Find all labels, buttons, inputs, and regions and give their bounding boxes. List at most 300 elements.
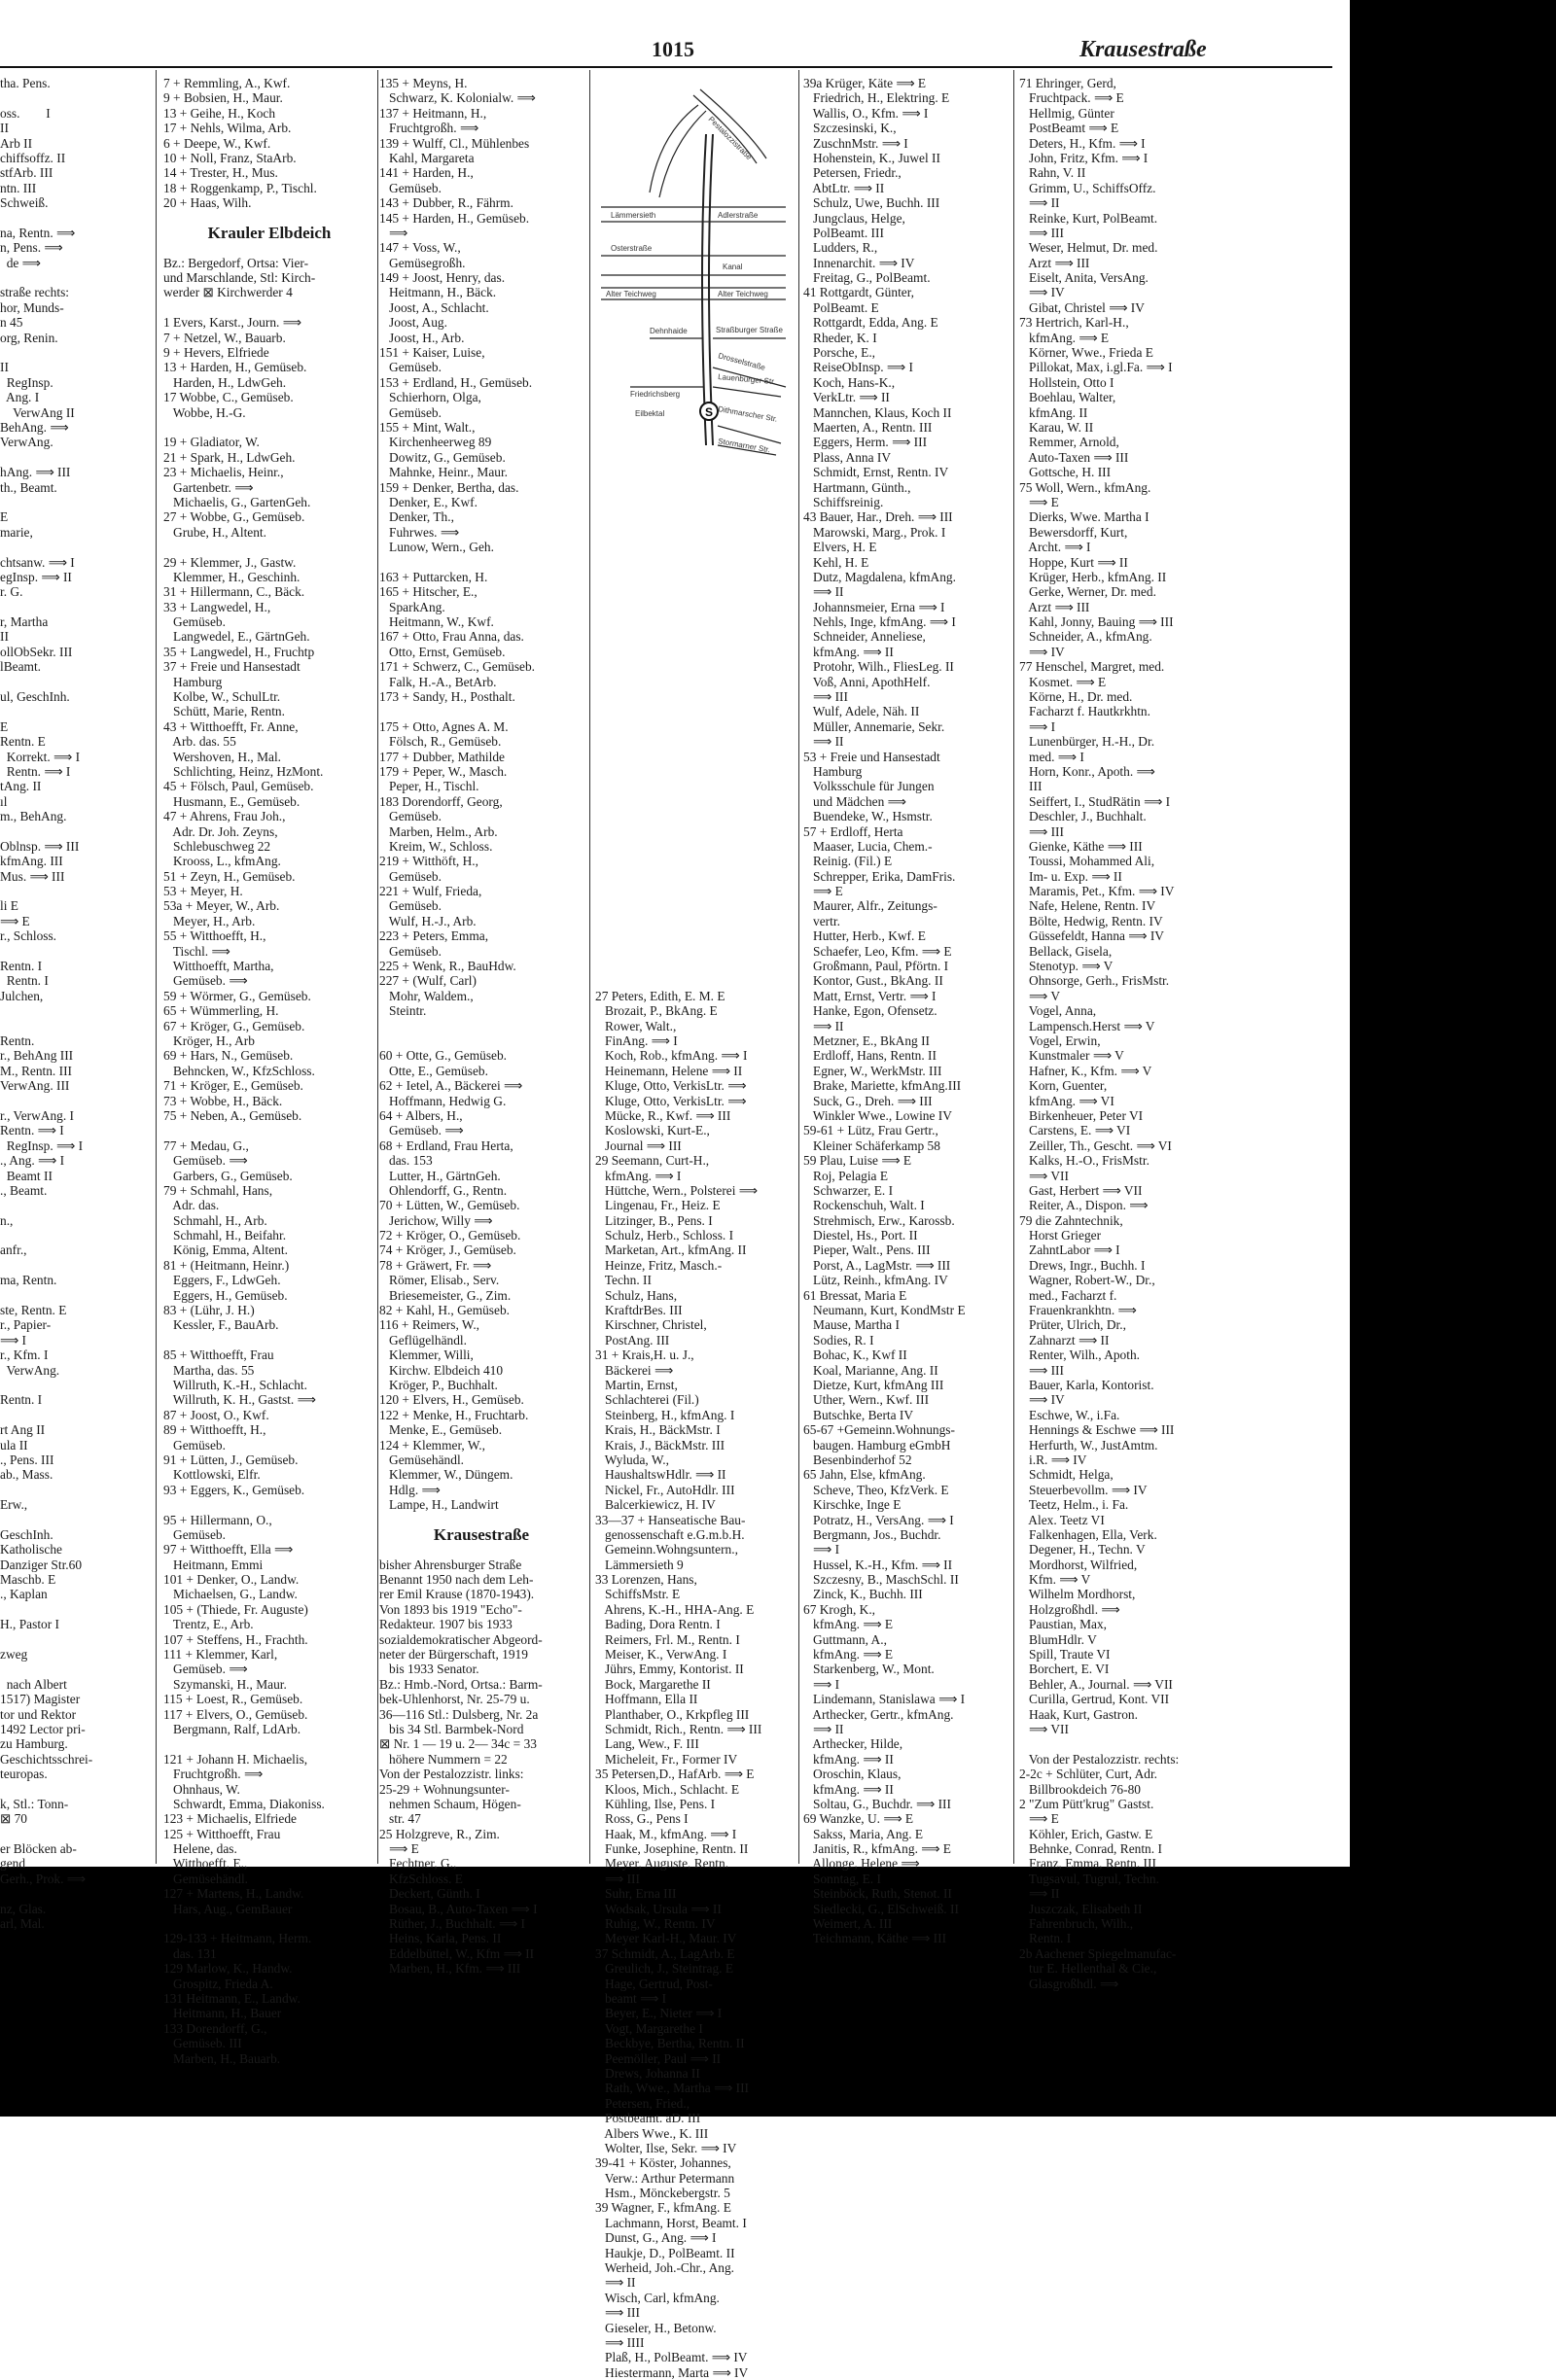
- directory-line: er Blöcken ab-: [0, 1841, 77, 1857]
- directory-line: Rower, Walt.,: [595, 1018, 677, 1033]
- directory-line: Koslowski, Kurt-E.,: [595, 1123, 710, 1138]
- directory-line: Klemmer, H., Geschinh.: [163, 569, 301, 584]
- directory-line: 2b Aachener Spiegelmanufac-: [1019, 1945, 1177, 1961]
- directory-line: VerwAng. III: [0, 1078, 70, 1094]
- directory-line: Renter, Wilh., Apoth.: [1019, 1348, 1141, 1363]
- directory-line: zu Hamburg.: [0, 1736, 68, 1752]
- directory-line: [0, 540, 146, 554]
- directory-line: Gemüseb. ⟹: [379, 1123, 464, 1138]
- directory-line: Gemüseb.: [379, 898, 442, 914]
- directory-line: Heins, Karla, Pens. II: [379, 1931, 502, 1946]
- directory-line: Frauenkrankhtn. ⟹: [1019, 1303, 1137, 1318]
- directory-line: Fölsch, R., Gemüseb.: [379, 734, 502, 750]
- directory-line: ⟹ IV: [1019, 644, 1065, 659]
- directory-line: Gemüseb.: [163, 614, 226, 630]
- directory-line: H., Pastor I: [0, 1617, 59, 1632]
- directory-line: 91 + Lütten, J., Gemüseb.: [163, 1452, 299, 1467]
- directory-line: Rahn, V. II: [1019, 165, 1086, 181]
- directory-line: 29 + Klemmer, J., Gastw.: [163, 554, 297, 570]
- directory-line: Schulz, Hans,: [595, 1287, 678, 1303]
- directory-line: Grimm, U., SchiffsOffz.: [1019, 180, 1156, 195]
- directory-line: rer Emil Krause (1870-1943).: [379, 1587, 535, 1602]
- svg-text:Friedrichsberg: Friedrichsberg: [630, 390, 681, 399]
- directory-line: Kessler, F., BauArb.: [163, 1317, 279, 1333]
- directory-line: Haak, Kurt, Gastron.: [1019, 1706, 1138, 1722]
- directory-line: Pillokat, Max, i.gl.Fa. ⟹ I: [1019, 360, 1173, 375]
- directory-line: tAng. II: [0, 779, 42, 794]
- directory-line: VerwAng.: [0, 435, 53, 450]
- column-0: [0, 76, 146, 1931]
- directory-line: 57 + Erdloff, Herta: [803, 823, 903, 839]
- directory-line: [0, 1198, 146, 1212]
- directory-line: chtsanw. ⟹ I: [0, 554, 75, 570]
- directory-line: 167 + Otto, Frau Anna, das.: [379, 629, 524, 645]
- directory-line: Kloos, Mich., Schlacht. E: [595, 1781, 740, 1797]
- directory-line: Albers Wwe., K. III: [595, 2125, 709, 2141]
- directory-line: lBeamt.: [0, 659, 42, 675]
- directory-line: Wyluda, W.,: [595, 1452, 669, 1467]
- directory-line: Hamburg: [803, 763, 863, 779]
- directory-line: Hollstein, Otto I: [1019, 374, 1114, 390]
- column-divider: [798, 70, 799, 1864]
- directory-line: Roj, Pelagia E: [803, 1168, 889, 1183]
- directory-line: 71 Ehringer, Gerd,: [1019, 76, 1116, 90]
- directory-line: Oblnsp. ⟹ III: [0, 838, 80, 854]
- directory-line: Borchert, E. VI: [1019, 1662, 1110, 1677]
- directory-line: 43 Bauer, Har., Dreh. ⟹ III: [803, 509, 953, 525]
- directory-line: [379, 704, 584, 718]
- directory-line: Zeiller, Th., Gescht. ⟹ VI: [1019, 1138, 1172, 1153]
- directory-line: 43 + Witthoefft, Fr. Anne,: [163, 718, 299, 734]
- directory-line: Facharzt f. Hautkrkhtn.: [1019, 704, 1150, 719]
- directory-line: Reinig. (Fil.) E: [803, 854, 893, 869]
- directory-line: [0, 1483, 146, 1497]
- directory-line: Steuerbevollm. ⟹ IV: [1019, 1482, 1148, 1497]
- directory-line: [595, 928, 795, 943]
- directory-line: VerwAng.: [0, 1362, 60, 1378]
- directory-line: Hussel, K.-H., Kfm. ⟹ II: [803, 1557, 953, 1572]
- directory-line: 1492 Lector pri-: [0, 1721, 86, 1736]
- directory-line: Rentn. I: [0, 1392, 43, 1408]
- directory-line: Lunow, Wern., Geh.: [379, 540, 494, 555]
- directory-line: 75 + Neben, A., Gemüseb.: [163, 1107, 302, 1123]
- directory-line: Heinemann, Helene ⟹ II: [595, 1063, 743, 1078]
- column-5: [1019, 76, 1228, 1991]
- directory-line: Drews, Johanna II: [595, 2065, 700, 2081]
- directory-line: Langwedel, E., GärtnGeh.: [163, 629, 310, 645]
- directory-line: Gemüseb. III: [163, 2036, 242, 2051]
- directory-line: Diestel, Hs., Port. II: [803, 1228, 918, 1243]
- directory-line: Hoffmann, Ella II: [595, 1692, 698, 1707]
- directory-line: Elvers, H. E: [803, 540, 877, 555]
- directory-line: ⟹ II: [803, 1721, 844, 1736]
- directory-line: Tugsavul, Tugrul, Techn.: [1019, 1871, 1159, 1886]
- directory-line: Müller, Annemarie, Sekr.: [803, 718, 945, 734]
- directory-line: Rottgardt, Edda, Ang. E: [803, 315, 938, 331]
- directory-line: de ⟹: [0, 255, 41, 270]
- directory-line: 111 + Klemmer, Karl,: [163, 1647, 278, 1662]
- directory-line: Koal, Marianne, Ang. II: [803, 1362, 938, 1378]
- directory-line: Grospitz, Frieda A.: [163, 1976, 273, 1991]
- directory-line: [0, 1003, 146, 1018]
- directory-line: Rentn. ⟹ I: [0, 1123, 64, 1138]
- directory-line: Gemüseb.: [379, 943, 442, 959]
- page-margin-right: [1332, 0, 1350, 1867]
- directory-line: 120 + Elvers, H., Gemüseb.: [379, 1392, 524, 1408]
- directory-line: ab., Mass.: [0, 1467, 53, 1483]
- directory-line: Willruth, K.-H., Schlacht.: [163, 1377, 307, 1392]
- directory-line: VerwAng II: [0, 404, 75, 420]
- directory-line: kfmAng. ⟹ II: [803, 1781, 894, 1797]
- directory-line: Erw.,: [0, 1497, 28, 1513]
- directory-line: 10 + Noll, Franz, StaArb.: [163, 150, 297, 165]
- directory-line: Scheve, Theo, KfzVerk. E: [803, 1482, 949, 1497]
- directory-line: Arb II: [0, 135, 33, 151]
- directory-line: 17 Wobbe, C., Gemüseb.: [163, 390, 294, 405]
- directory-line: kfmAng. ⟹ E: [803, 1617, 894, 1632]
- directory-line: Beamt II: [0, 1168, 53, 1183]
- directory-line: Krais, H., BäckMstr. I: [595, 1422, 721, 1438]
- directory-line: [0, 1378, 146, 1392]
- directory-line: Soltau, G., Buchdr. ⟹ III: [803, 1796, 951, 1811]
- directory-line: ., Beamt.: [0, 1182, 48, 1198]
- directory-line: Trentz, E., Arb.: [163, 1617, 254, 1632]
- directory-line: Egner, W., WerkMstr. III: [803, 1063, 942, 1078]
- directory-line: n 45: [0, 315, 23, 331]
- directory-line: Maaser, Lucia, Chem.-: [803, 838, 933, 854]
- directory-line: 77 Henschel, Margret, med.: [1019, 659, 1165, 675]
- directory-line: Beyer, E., Nieter ⟹ I: [595, 2006, 723, 2021]
- directory-line: Deckert, Günth. I: [379, 1886, 480, 1902]
- directory-line: Wagner, Robert-W., Dr.,: [1019, 1273, 1155, 1288]
- directory-line: II: [0, 629, 9, 645]
- directory-line: Ang. I: [0, 390, 40, 405]
- directory-line: [163, 1333, 375, 1348]
- directory-line: Lampe, H., Landwirt: [379, 1497, 499, 1513]
- directory-line: Hüttche, Wern., Polsterei ⟹: [595, 1182, 758, 1198]
- directory-line: Matt, Ernst, Vertr. ⟹ I: [803, 988, 937, 1003]
- directory-line: Korrekt. ⟹ I: [0, 749, 81, 764]
- directory-line: Meyer, Auguste, Rentn.: [595, 1856, 729, 1872]
- directory-line: Briesemeister, G., Zim.: [379, 1287, 512, 1303]
- directory-line: [595, 973, 795, 988]
- directory-line: 71 + Kröger, E., Gemüseb.: [163, 1078, 303, 1094]
- directory-line: Michaelsen, G., Landw.: [163, 1587, 298, 1602]
- directory-line: 27 + Wobbe, G., Gemüseb.: [163, 509, 305, 525]
- column-2: [379, 76, 584, 1977]
- directory-line: Schwarz, K. Kolonialw. ⟹: [379, 90, 536, 106]
- directory-line: RegInsp. ⟹ I: [0, 1138, 84, 1153]
- directory-line: Danziger Str.60: [0, 1557, 83, 1572]
- directory-line: kfmAng. ⟹ II: [803, 1751, 894, 1767]
- svg-text:Stormarner Str.: Stormarner Str.: [717, 437, 771, 455]
- directory-line: 53a + Meyer, W., Arb.: [163, 898, 280, 914]
- directory-line: Rentn.: [0, 1033, 35, 1048]
- directory-line: [163, 1123, 375, 1138]
- directory-line: Winkler Wwe., Lowine IV: [803, 1107, 952, 1123]
- directory-line: 59 + Wörmer, G., Gemüseb.: [163, 988, 311, 1003]
- directory-line: Gemeinn.Wohngsuntern.,: [595, 1542, 738, 1558]
- directory-line: Fuhrwes. ⟹: [379, 524, 460, 540]
- directory-line: [595, 689, 795, 704]
- directory-line: 55 + Witthoefft, H.,: [163, 928, 266, 944]
- directory-line: Wobbe, H.-G.: [163, 404, 246, 420]
- directory-line: 183 Dorendorff, Georg,: [379, 793, 503, 809]
- directory-line: Krais, J., BäckMstr. III: [595, 1437, 725, 1452]
- directory-line: Beckbye, Bertha, Rentn. II: [595, 2036, 745, 2051]
- svg-text:Lauenburger Str.: Lauenburger Str.: [717, 372, 776, 387]
- directory-line: [0, 1288, 146, 1303]
- directory-line: ⟹ III: [1019, 1362, 1064, 1378]
- directory-line: Ahrens, K.-H., HHA-Ang. E: [595, 1601, 755, 1617]
- directory-line: Rentn. I: [1019, 1931, 1072, 1946]
- directory-line: Marben, H., Bauarb.: [163, 2050, 281, 2066]
- directory-line: PolBeamt. III: [803, 225, 884, 240]
- directory-line: Sonntag, E. I: [803, 1871, 881, 1886]
- directory-line: Hafner, K., Kfm. ⟹ V: [1019, 1063, 1152, 1078]
- directory-line: ⟹ III: [1019, 225, 1064, 240]
- directory-line: Drews, Ingr., Buchh. I: [1019, 1257, 1146, 1273]
- directory-line: [595, 495, 795, 509]
- directory-line: [595, 465, 795, 479]
- directory-line: III: [1019, 779, 1043, 794]
- directory-line: tor und Rektor: [0, 1706, 77, 1722]
- directory-line: 53 + Meyer, H.: [163, 884, 243, 899]
- column-divider: [589, 70, 590, 1864]
- directory-line: Koch, Hans-K.,: [803, 374, 896, 390]
- directory-line: Heitmann, H., Bauer: [163, 2006, 282, 2021]
- directory-line: Helene, das.: [163, 1841, 237, 1857]
- directory-line: Sodies, R. I: [803, 1332, 874, 1348]
- directory-line: Schwardt, Emma, Diakoniss.: [163, 1796, 325, 1811]
- directory-line: [595, 645, 795, 659]
- directory-line: ⟹ II: [1019, 195, 1060, 211]
- directory-line: Szczesny, B., MaschSchl. II: [803, 1572, 959, 1588]
- directory-line: 59 Plau, Luise ⟹ E: [803, 1153, 912, 1169]
- directory-line: 7 + Remmling, A., Kwf.: [163, 76, 291, 90]
- directory-line: Köhler, Erich, Gastw. E: [1019, 1826, 1153, 1841]
- directory-line: Bock, Margarethe II: [595, 1676, 711, 1692]
- directory-line: gend: [0, 1856, 26, 1872]
- directory-line: Hellmig, Günter: [1019, 105, 1114, 121]
- directory-line: [595, 854, 795, 868]
- directory-line: Gottsche, H. III: [1019, 465, 1112, 480]
- directory-line: 68 + Erdland, Frau Herta,: [379, 1138, 513, 1153]
- directory-line: Gienke, Käthe ⟹ III: [1019, 838, 1143, 854]
- directory-line: ⟹ II: [803, 584, 844, 600]
- directory-line: th., Beamt.: [0, 479, 57, 495]
- directory-line: Gieseler, H., Betonw.: [595, 2320, 717, 2335]
- directory-line: ⟹ E: [0, 913, 30, 928]
- directory-line: Körner, Wwe., Frieda E: [1019, 345, 1153, 361]
- directory-line: [163, 540, 375, 554]
- directory-line: Arzt ⟹ III: [1019, 255, 1090, 270]
- directory-line: chiffsoffz. II: [0, 150, 66, 165]
- directory-line: Uther, Wern., Kwf. III: [803, 1392, 930, 1408]
- directory-line: Krüger, Herb., kfmAng. II: [1019, 569, 1167, 584]
- directory-line: Lütz, Reinh., kfmAng. IV: [803, 1273, 948, 1288]
- directory-line: 9 + Hevers, Elfriede: [163, 345, 269, 361]
- directory-line: ollObSekr. III: [0, 644, 73, 659]
- directory-line: ⊠ 70: [0, 1811, 27, 1827]
- directory-line: [595, 525, 795, 540]
- directory-line: Nafe, Helene, Rentn. IV: [1019, 898, 1156, 914]
- directory-line: Glasgroßhdl. ⟹: [1019, 1976, 1119, 1991]
- directory-line: 153 + Erdland, H., Gemüseb.: [379, 374, 533, 390]
- directory-line: [379, 555, 584, 570]
- directory-line: Boehlau, Walter,: [1019, 390, 1116, 405]
- directory-line: Kirchw. Elbdeich 410: [379, 1362, 504, 1378]
- directory-line: Szymanski, H., Maur.: [163, 1676, 287, 1692]
- directory-line: [0, 600, 146, 614]
- directory-line: ⟹ E: [1019, 494, 1059, 509]
- directory-line: Wulf, H.-J., Arb.: [379, 913, 477, 928]
- directory-line: [595, 570, 795, 584]
- directory-line: kfmAng. ⟹ VI: [1019, 1093, 1114, 1108]
- directory-line: 143 + Dubber, R., Fährm.: [379, 195, 513, 211]
- directory-line: 51 + Zeyn, H., Gemüseb.: [163, 868, 296, 884]
- directory-line: Schwarzer, E. I: [803, 1182, 894, 1198]
- directory-line: Wallis, O., Kfm. ⟹ I: [803, 105, 929, 121]
- svg-text:Dithmarscher Str.: Dithmarscher Str.: [717, 404, 779, 424]
- directory-line: Lindemann, Stanislawa ⟹ I: [803, 1692, 966, 1707]
- directory-line: n, Pens. ⟹: [0, 240, 63, 256]
- directory-line: neter der Bürgerschaft, 1919: [379, 1647, 528, 1662]
- directory-line: [595, 944, 795, 959]
- directory-line: ıl: [0, 793, 8, 809]
- directory-line: und Mädchen ⟹: [803, 793, 906, 809]
- directory-line: Billbrookdeich 76-80: [1019, 1781, 1141, 1797]
- directory-line: Lachmann, Horst, Beamt. I: [595, 2215, 747, 2230]
- directory-line: Neumann, Kurt, KondMstr E: [803, 1303, 966, 1318]
- directory-line: Schmahl, H., Arb.: [163, 1212, 267, 1228]
- directory-line: ma, Rentn.: [0, 1273, 57, 1288]
- directory-line: Janitis, R., kfmAng. ⟹ E: [803, 1841, 951, 1857]
- directory-line: Vogel, Anna,: [1019, 1003, 1097, 1019]
- directory-line: Koch, Rob., kfmAng. ⟹ I: [595, 1048, 748, 1064]
- directory-line: Gerke, Werner, Dr. med.: [1019, 584, 1156, 600]
- column-4: [803, 76, 1009, 1946]
- directory-line: 163 + Puttarcken, H.: [379, 569, 488, 584]
- directory-line: Redakteur. 1907 bis 1933: [379, 1617, 513, 1632]
- directory-line: 33 + Langwedel, H.,: [163, 599, 271, 614]
- directory-line: teuropas.: [0, 1767, 48, 1782]
- directory-line: r. G.: [0, 584, 23, 600]
- directory-line: oss. I: [0, 105, 51, 121]
- directory-line: 75 Woll, Wern., kfmAng.: [1019, 479, 1151, 495]
- directory-line: 65 + Wümmerling, H.: [163, 1003, 279, 1019]
- directory-line: Metzner, E., BkAng II: [803, 1033, 930, 1048]
- directory-line: Kontor, Gust., BkAng. II: [803, 973, 943, 989]
- directory-line: ⟹ III: [595, 2305, 640, 2321]
- running-head-street: Krausestraße: [1079, 37, 1207, 62]
- directory-line: Fechtner, G.,: [379, 1856, 457, 1872]
- directory-line: Denker, E., Kwf.: [379, 494, 477, 509]
- directory-line: med. ⟹ I: [1019, 749, 1084, 764]
- directory-line: ⟹: [379, 225, 408, 240]
- directory-line: 165 + Hitscher, E.,: [379, 584, 477, 600]
- svg-text:Straßburger Straße: Straßburger Straße: [716, 326, 783, 334]
- directory-line: [0, 704, 146, 718]
- directory-line: 37 + Freie und Hansestadt: [163, 659, 301, 675]
- directory-line: 179 + Peper, W., Masch.: [379, 763, 508, 779]
- directory-line: [595, 555, 795, 570]
- directory-line: Bölte, Hedwig, Rentn. IV: [1019, 913, 1163, 928]
- directory-line: 117 + Elvers, O., Gemüseb.: [163, 1706, 308, 1722]
- directory-line: r., VerwAng. I: [0, 1107, 74, 1123]
- directory-line: Horst Grieger: [1019, 1228, 1102, 1243]
- directory-line: ⟹ I: [803, 1676, 840, 1692]
- directory-line: Kirschke, Inge E: [803, 1497, 902, 1513]
- directory-line: 47 + Ahrens, Frau Joh.,: [163, 809, 286, 824]
- directory-line: Ludders, R.,: [803, 240, 878, 256]
- directory-line: Schlachterei (Fil.): [595, 1392, 699, 1408]
- directory-line: 129 Marlow, K., Handw.: [163, 1961, 293, 1977]
- directory-line: E: [0, 718, 9, 734]
- directory-line: [0, 944, 146, 959]
- directory-line: [163, 240, 375, 255]
- directory-line: Eddelbüttel, W., Kfm ⟹ II: [379, 1945, 535, 1961]
- directory-line: Hamburg: [163, 674, 223, 689]
- directory-line: [0, 1258, 146, 1273]
- directory-line: 60 + Otte, G., Gemüseb.: [379, 1048, 508, 1064]
- directory-line: 35 Petersen,D., HafArb. ⟹ E: [595, 1767, 755, 1782]
- directory-line: Hoffmann, Hedwig G.: [379, 1093, 507, 1108]
- directory-line: Schneider, Anneliese,: [803, 629, 926, 645]
- directory-line: 131 Heitmann, E., Landw.: [163, 1991, 301, 2006]
- directory-line: [0, 1408, 146, 1422]
- directory-line: Eiselt, Anita, VersAng.: [1019, 270, 1149, 286]
- directory-line: Plass, Anna IV: [803, 449, 892, 465]
- directory-line: bis 34 Stl. Barmbek-Nord: [379, 1721, 524, 1736]
- directory-line: 219 + Witthöft, H.,: [379, 854, 478, 869]
- directory-line: Rentn. ⟹ I: [0, 763, 71, 779]
- directory-line: Petersen, Fried.,: [595, 2095, 690, 2111]
- directory-line: Prüter, Ulrich, Dr.,: [1019, 1317, 1126, 1333]
- directory-line: ⟹ III: [1019, 823, 1064, 839]
- directory-line: 89 + Witthoefft, H.,: [163, 1422, 266, 1438]
- directory-line: KfzSchloss. E: [379, 1871, 463, 1886]
- directory-line: Suhr, Erna III: [595, 1886, 677, 1902]
- directory-line: 122 + Menke, H., Fruchtarb.: [379, 1407, 529, 1422]
- directory-line: [595, 898, 795, 913]
- directory-line: Von der Pestalozzistr. links:: [379, 1767, 524, 1782]
- directory-line: 36—116 Stl.: Dulsberg, Nr. 2a: [379, 1706, 539, 1722]
- directory-line: Franz, Emma, Rentn. III: [1019, 1856, 1156, 1872]
- directory-line: Hsm., Mönckebergstr. 5: [595, 2186, 730, 2201]
- directory-line: ⟹ V: [1019, 988, 1061, 1003]
- directory-line: Kluge, Otto, VerkisLtr. ⟹: [595, 1078, 747, 1094]
- directory-line: r., Kfm. I: [0, 1348, 49, 1363]
- directory-line: Schaefer, Leo, Kfm. ⟹ E: [803, 943, 952, 959]
- directory-line: Gemüseb.: [379, 180, 442, 195]
- page-number: 1015: [652, 37, 694, 61]
- directory-line: Lämmersieth 9: [595, 1557, 684, 1572]
- directory-line: Bellack, Gisela,: [1019, 943, 1113, 959]
- directory-line: Hars, Aug., GemBauer: [163, 1901, 293, 1916]
- directory-line: 33 Lorenzen, Hans,: [595, 1572, 697, 1588]
- directory-line: kfmAng. III: [0, 854, 63, 869]
- directory-line: Rentn. I: [0, 959, 43, 974]
- directory-line: 225 + Wenk, R., BauHdw.: [379, 959, 516, 974]
- directory-line: Freitag, G., PolBeamt.: [803, 270, 931, 286]
- directory-line: Reiter, A., Dispon. ⟹: [1019, 1198, 1149, 1213]
- directory-line: 171 + Schwerz, C., Gemüseb.: [379, 659, 536, 675]
- street-heading: Krausestraße: [433, 1524, 530, 1544]
- directory-line: Julchen,: [0, 988, 44, 1003]
- directory-line: Hohenstein, K., Juwel II: [803, 150, 940, 165]
- directory-line: 78 + Gräwert, Fr. ⟹: [379, 1257, 492, 1273]
